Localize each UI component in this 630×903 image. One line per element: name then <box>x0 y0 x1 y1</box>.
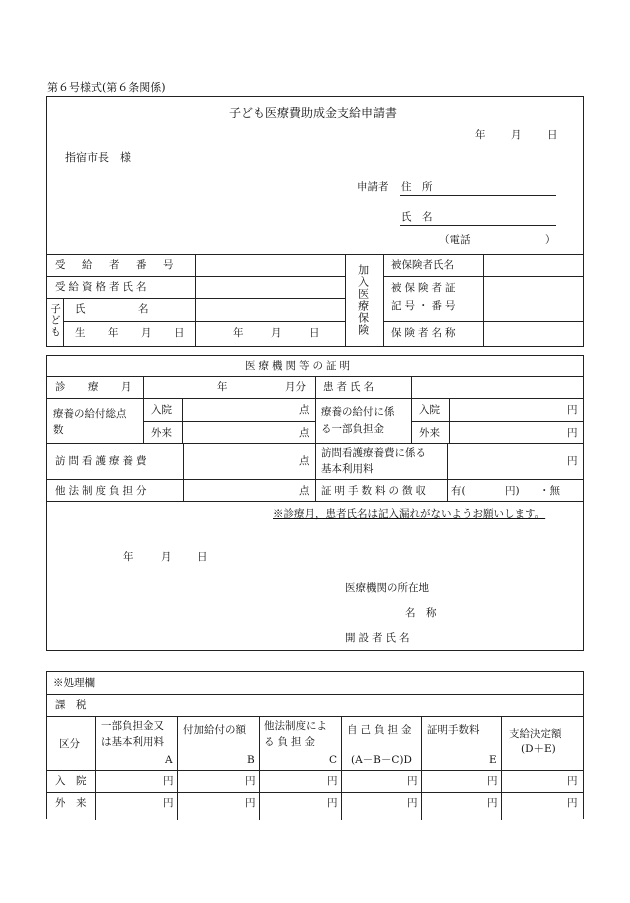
inpatient-a-yen: 円 <box>163 775 174 787</box>
date-year-label: 年 <box>475 129 486 141</box>
inpatient-b-yen: 円 <box>245 775 256 787</box>
nursing-copay-label-2: 基本利用料 <box>321 463 374 475</box>
treatment-month-year: 年 <box>217 381 228 393</box>
cert-fee-label: 証明手数料の徴収 <box>321 485 429 497</box>
certificate-section <box>46 355 584 651</box>
col-b-line-3: B <box>247 754 255 766</box>
child-birthdate-label: 生 年 月 日 <box>75 327 191 339</box>
phone-label: （電話 <box>439 234 471 246</box>
copay-label-2: る一部負担金 <box>321 423 384 435</box>
col-a-line-2: は基本利用料 <box>101 736 164 748</box>
processing-title: ※処理欄 <box>53 677 95 689</box>
outpatient-c-yen: 円 <box>327 797 338 809</box>
qualified-person-label: 受給資格者氏名 <box>55 281 150 293</box>
col-c-line-1: 他法制度によ <box>264 720 327 732</box>
copay-outpatient-label: 外来 <box>419 427 440 439</box>
processing-section <box>46 671 584 819</box>
col-e-line-1: 証明手数料 <box>427 724 480 736</box>
treatment-month-label: 診 療 月 <box>55 381 138 393</box>
insurance-label: 加入医療保険 <box>356 264 370 336</box>
addressee: 指宿市長 様 <box>65 151 131 164</box>
address-label: 住 所 <box>401 181 433 193</box>
founder-name-label: 開設者氏名 <box>345 632 413 644</box>
address-field-line[interactable] <box>400 195 556 196</box>
insured-card-label-1: 被保険者証 <box>391 282 459 294</box>
nursing-copay-yen: 円 <box>567 455 578 467</box>
application-section <box>46 96 584 347</box>
copay-inpatient-label: 入院 <box>419 404 440 416</box>
inpatient-d-yen: 円 <box>407 775 418 787</box>
total-points-label-2: 数 <box>53 424 64 436</box>
col-e-line-3: E <box>489 754 497 766</box>
total-points-label-1: 療養の給付総点 <box>53 408 127 420</box>
col-c-line-3: C <box>329 754 338 766</box>
child-name-field[interactable] <box>196 299 345 321</box>
outpatient-d-yen: 円 <box>407 797 418 809</box>
cert-month-label: 月 <box>161 551 172 563</box>
inpatient-c-yen: 円 <box>327 775 338 787</box>
points-outpatient-label: 外来 <box>151 427 172 439</box>
notice-text: ※診療月，患者氏名は記入漏れがないようお願いします。 <box>273 508 546 520</box>
nursing-copay-label-1: 訪問看護療養費に係る <box>321 447 426 459</box>
inpatient-e-yen: 円 <box>487 775 498 787</box>
date-day-label: 日 <box>547 129 558 141</box>
birth-year-label: 年 <box>233 327 244 339</box>
nursing-care-label: 訪問看護療養費 <box>55 455 150 467</box>
inpatient-f-yen: 円 <box>567 775 578 787</box>
insured-name-field[interactable] <box>484 255 583 276</box>
col-c-line-2: る負担金 <box>264 736 318 748</box>
cert-fee-none: ・無 <box>539 485 560 497</box>
row-outpatient-label: 外 来 <box>55 797 87 809</box>
certificate-title: 医療機関等の証明 <box>245 360 353 372</box>
institution-location-label: 医療機関の所在地 <box>345 582 429 594</box>
birth-day-label: 日 <box>309 327 320 339</box>
insurer-name-field[interactable] <box>484 322 583 346</box>
patient-name-label: 患者氏名 <box>323 381 377 393</box>
child-label: 子ども <box>49 303 62 338</box>
outpatient-f-yen: 円 <box>567 797 578 809</box>
cert-day-label: 日 <box>197 551 208 563</box>
nursing-care-unit: 点 <box>299 455 310 467</box>
cert-year-label: 年 <box>123 551 134 563</box>
points-inpatient-unit: 点 <box>299 404 310 416</box>
form-title: 子ども医療費助成金支給申請書 <box>229 106 398 120</box>
patient-name-field[interactable] <box>412 377 583 398</box>
copay-outpatient-yen: 円 <box>567 427 578 439</box>
insurer-name-label: 保険者名称 <box>391 327 459 339</box>
child-name-label: 氏 名 <box>75 303 149 315</box>
outpatient-a-yen: 円 <box>163 797 174 809</box>
copay-label-1: 療養の給付に係 <box>321 406 395 418</box>
birth-month-label: 月 <box>271 327 282 339</box>
institution-name-label: 名 称 <box>405 607 437 619</box>
applicant-label: 申請者 <box>357 181 389 193</box>
col-a-line-1: 一部負担金又 <box>101 720 164 732</box>
outpatient-e-yen: 円 <box>487 797 498 809</box>
phone-close: ） <box>545 234 556 246</box>
insured-card-label-2: 記号・番号 <box>391 300 459 312</box>
col-d-line-3: (A－B－C)D <box>351 754 412 766</box>
tax-label: 課 税 <box>55 699 87 711</box>
insured-name-label: 被保険者氏名 <box>391 259 454 271</box>
cert-fee-prefix: 有( <box>451 485 466 497</box>
points-outpatient-unit: 点 <box>299 427 310 439</box>
recipient-number-label: 受 給 者 番 号 <box>55 259 177 271</box>
recipient-number-field[interactable] <box>196 255 345 276</box>
qualified-person-field[interactable] <box>196 277 345 298</box>
insured-card-field[interactable] <box>484 277 583 321</box>
col-d-line-1: 自己負担金 <box>347 724 415 736</box>
name-label: 氏 名 <box>401 211 433 223</box>
date-month-label: 月 <box>511 129 522 141</box>
treatment-month-suffix: 月分 <box>285 381 306 393</box>
name-field-line[interactable] <box>400 225 556 226</box>
row-inpatient-label: 入 院 <box>55 775 87 787</box>
col-category: 区分 <box>59 738 80 750</box>
outpatient-b-yen: 円 <box>245 797 256 809</box>
other-law-label: 他法制度負担分 <box>55 485 150 497</box>
other-law-unit: 点 <box>299 485 310 497</box>
col-a-line-3: A <box>165 754 173 766</box>
cert-fee-yen: 円) <box>505 485 520 497</box>
col-b-line-1: 付加給付の額 <box>183 724 246 736</box>
form-number: 第６号様式(第６条関係) <box>47 81 166 94</box>
col-f-line-2: (D＋E) <box>521 743 556 755</box>
col-f-line-1: 支給決定額 <box>509 728 562 740</box>
points-inpatient-label: 入院 <box>151 404 172 416</box>
copay-inpatient-yen: 円 <box>567 404 578 416</box>
